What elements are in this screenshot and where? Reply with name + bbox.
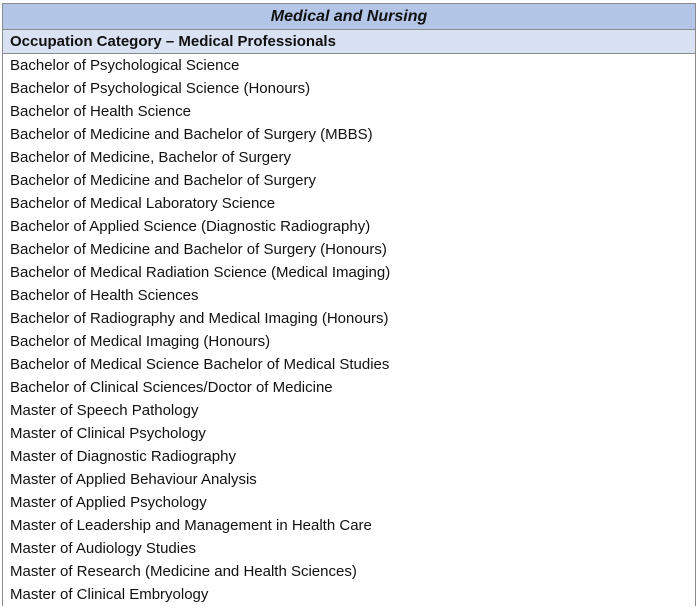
list-item: Bachelor of Medicine and Bachelor of Surgery (Honours) [10, 241, 387, 258]
list-item: Bachelor of Medical Laboratory Science [10, 195, 276, 212]
list-item: Master of Applied Psychology [10, 494, 207, 511]
list-item: Master of Diagnostic Radiography [10, 448, 236, 465]
list-item: Bachelor of Medical Imaging (Honours) [10, 333, 271, 350]
list-item: Master of Research (Medicine and Health Sciences) [10, 563, 357, 580]
list-item: Bachelor of Radiography and Medical Imaging (Honours) [10, 310, 389, 327]
list-item: Bachelor of Clinical Sciences/Doctor of Medicine [10, 379, 333, 396]
list-item: Master of Applied Behaviour Analysis [10, 471, 257, 488]
list-item: Master of Audiology Studies [10, 540, 196, 557]
list-item: Master of Speech Pathology [10, 402, 199, 419]
list-item: Master of Leadership and Management in Health Care [10, 517, 372, 534]
list-item: Bachelor of Psychological Science (Honours) [10, 80, 311, 97]
list-item: Bachelor of Medicine and Bachelor of Surgery (MBBS) [10, 126, 373, 143]
list-item: Bachelor of Medicine and Bachelor of Surgery [10, 172, 317, 189]
category-header: Occupation Category – Medical Professionals [3, 30, 695, 54]
list-item: Bachelor of Health Sciences [10, 287, 199, 304]
table-title: Medical and Nursing [3, 4, 695, 30]
list-item: Bachelor of Psychological Science [10, 57, 240, 74]
list-item: Master of Clinical Psychology [10, 425, 206, 442]
list-item: Bachelor of Applied Science (Diagnostic Radiography) [10, 218, 371, 235]
list-item: Bachelor of Medical Radiation Science (Medical Imaging) [10, 264, 391, 281]
list-item: Bachelor of Medical Science Bachelor of Medical Studies [10, 356, 390, 373]
qualification-list [3, 54, 695, 606]
list-item: Master of Clinical Embryology [10, 586, 209, 603]
qualifications-table [2, 3, 696, 606]
list-item: Bachelor of Health Science [10, 103, 191, 120]
list-item: Bachelor of Medicine, Bachelor of Surgery [10, 149, 291, 166]
